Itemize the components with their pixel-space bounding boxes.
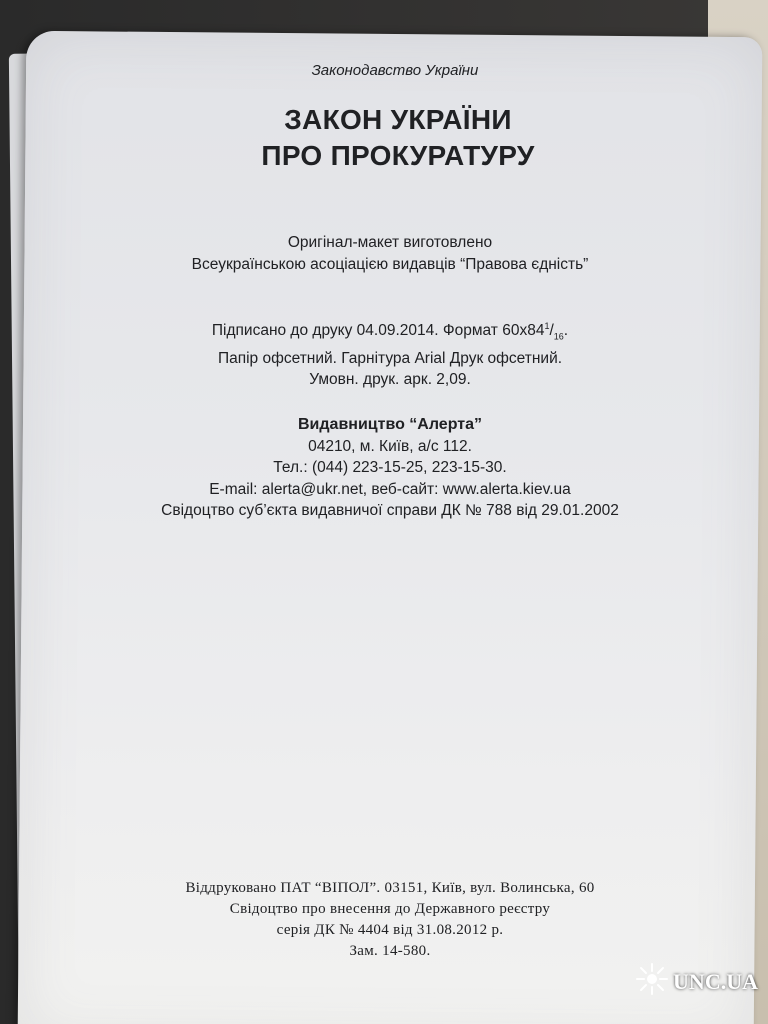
layout-credit-line-1: Оригінал-макет виготовлено — [287, 234, 493, 251]
sunburst-icon — [635, 962, 669, 1002]
series-name: Законодавство України — [311, 62, 479, 79]
print-info — [0, 316, 768, 391]
print-info-line-2: Папір офсетний. Гарнітура Arial Друк офсетний. — [217, 349, 563, 367]
layout-credit-line-2: Всеукраїнською асоціацією видавців “Правова єдність” — [191, 255, 589, 273]
printer-line-3: серія ДК № 4404 від 31.08.2012 р. — [276, 922, 504, 938]
book-title — [0, 102, 768, 174]
publisher-certificate: Свідоцтво суб’єкта видавничої справи ДК № 788 від 29.01.2002 — [161, 502, 619, 519]
publisher-phone: Тел.: (044) 223-15-25, 223-15-30. — [273, 459, 507, 476]
publisher-name: Видавництво “Алерта” — [298, 416, 482, 433]
printer-line-4: Зам. 14-580. — [349, 943, 431, 959]
print-info-line-1: Підписано до друку 04.09.2014. Формат $60x84^1/_{16}$. — [211, 321, 569, 342]
title-line-2: ПРО ПРОКУРАТУРУ — [261, 140, 535, 171]
printer-info — [0, 878, 768, 962]
publisher-web: E-mail: alerta@ukr.net, веб-сайт: www.alerta.kiev.ua — [209, 480, 571, 498]
publisher-info — [0, 414, 768, 522]
watermark — [635, 962, 758, 1002]
publisher-address: 04210, м. Київ, а/с 112. — [308, 437, 472, 455]
layout-credit — [0, 232, 768, 275]
watermark-text: UNC.UA — [673, 969, 758, 994]
printer-line-2: Свідоцтво про внесення до Державного реєстру — [229, 901, 551, 917]
print-info-line-3: Умовн. друк. арк. 2,09. — [309, 371, 471, 389]
title-line-1: ЗАКОН УКРАЇНИ — [284, 104, 512, 135]
printer-line-1: Віддруковано ПАТ “ВІПОЛ”. 03151, Київ, вул. Волинська, 60 — [185, 880, 595, 896]
